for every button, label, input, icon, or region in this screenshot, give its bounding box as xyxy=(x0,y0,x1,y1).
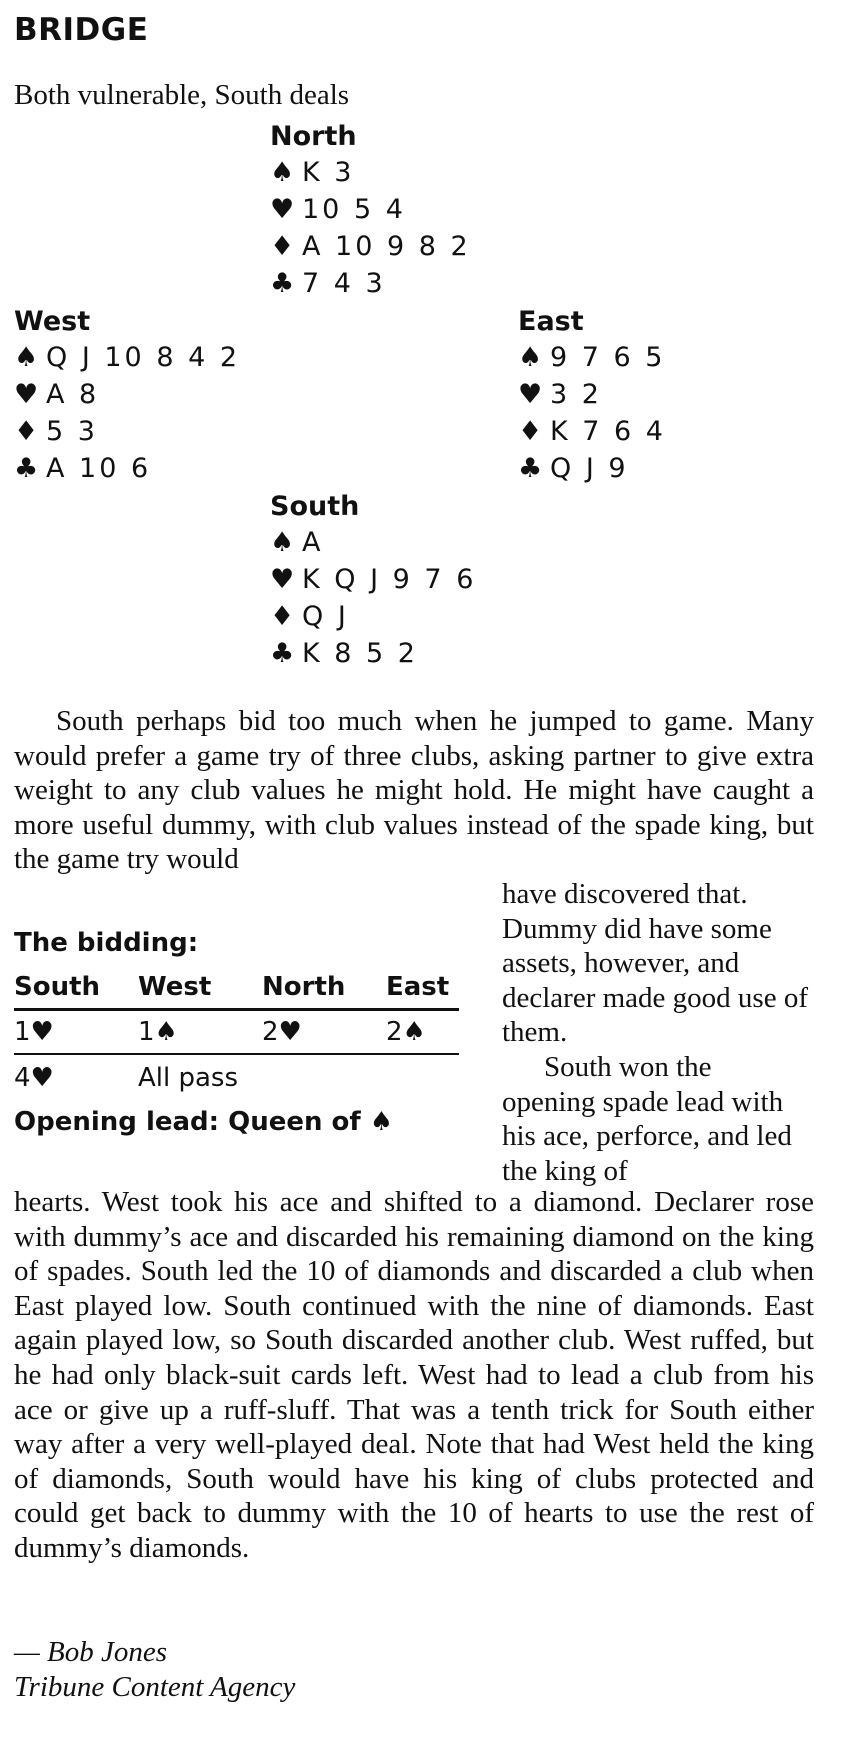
bidding-header-west: West xyxy=(138,972,212,1002)
heart-icon: ♥ xyxy=(270,194,295,225)
west-hand xyxy=(14,305,240,487)
club-icon: ♣ xyxy=(14,453,39,484)
bidding-header-east: East xyxy=(386,972,450,1002)
west-label: West xyxy=(14,306,91,337)
west-clubs: ♣ A 10 6 xyxy=(14,450,240,487)
bid-cell: 4♥ xyxy=(14,1063,54,1093)
east-hearts: ♥ 3 2 xyxy=(518,376,666,413)
article-paragraph-2-start: South won the opening spade lead with his ace, perforce, and led the king of xyxy=(502,1050,792,1187)
east-spades: ♠ 9 7 6 5 xyxy=(518,339,666,376)
east-label: East xyxy=(518,306,584,337)
deal-conditions: Both vulnerable, South deals xyxy=(14,79,350,111)
north-label: North xyxy=(270,121,357,152)
north-hand xyxy=(270,120,471,302)
bid-cell: 2♠ xyxy=(386,1017,426,1047)
bidding-header-row xyxy=(14,972,459,1008)
diamond-icon: ♦ xyxy=(518,416,543,447)
bid-cell: 1♥ xyxy=(14,1017,54,1047)
south-hand xyxy=(270,490,476,672)
west-spades: ♠ Q J 10 8 4 2 xyxy=(14,339,240,376)
north-clubs: ♣ 7 4 3 xyxy=(270,265,471,302)
bidding-title: The bidding: xyxy=(14,928,199,958)
east-hand xyxy=(518,305,666,487)
club-icon: ♣ xyxy=(518,453,543,484)
club-icon: ♣ xyxy=(270,268,295,299)
page-title: BRIDGE xyxy=(14,12,149,48)
south-diamonds: ♦ Q J xyxy=(270,598,476,635)
heart-icon: ♥ xyxy=(518,379,543,410)
spade-icon: ♠ xyxy=(518,342,543,373)
heart-icon: ♥ xyxy=(14,379,39,410)
east-clubs: ♣ Q J 9 xyxy=(518,450,666,487)
spade-icon: ♠ xyxy=(270,527,295,558)
club-icon: ♣ xyxy=(270,638,295,669)
article-paragraph-1-end: have discovered that. Dummy did have some assets, however, and declarer made good use of them. xyxy=(502,878,808,1049)
north-diamonds: ♦ A 10 9 8 2 xyxy=(270,228,471,265)
heart-icon: ♥ xyxy=(270,564,295,595)
bidding-box xyxy=(14,928,459,1137)
article-paragraph-1: South perhaps bid too much when he jumped to game. Many would prefer a game try of three clubs, asking partner to give extra weight to any club values he might hold. He might have caught a more useful dummy, with club values instead of the spade king, but the game try would xyxy=(14,705,814,876)
bid-cell: All pass xyxy=(138,1063,239,1093)
east-diamonds: ♦ K 7 6 4 xyxy=(518,413,666,450)
bidding-row-2 xyxy=(14,1055,459,1099)
diamond-icon: ♦ xyxy=(14,416,39,447)
north-spades: ♠ K 3 xyxy=(270,154,471,191)
bid-cell: 2♥ xyxy=(262,1017,302,1047)
bidding-row-1 xyxy=(14,1013,459,1053)
west-diamonds: ♦ 5 3 xyxy=(14,413,240,450)
byline-agency: Tribune Content Agency xyxy=(14,1671,296,1703)
bid-cell: 1♠ xyxy=(138,1017,178,1047)
north-hearts: ♥ 10 5 4 xyxy=(270,191,471,228)
spade-icon: ♠ xyxy=(270,157,295,188)
article-narrow-column xyxy=(502,877,812,1188)
opening-lead: Opening lead: Queen of ♠ xyxy=(14,1107,394,1137)
byline-author: — Bob Jones xyxy=(14,1636,168,1668)
bidding-header-north: North xyxy=(262,972,346,1002)
diamond-icon: ♦ xyxy=(270,601,295,632)
bidding-header-south: South xyxy=(14,972,101,1002)
bidding-header-rule xyxy=(14,1008,459,1011)
diamond-icon: ♦ xyxy=(270,231,295,262)
article-paragraph-2-end: hearts. West took his ace and shifted to a diamond. Declarer rose with dummy’s ace and discarded his remaining diamond on the king of spades. South led the 10 of diamonds and discarded a club when East played low. South continued with the nine of diamonds. East again played low, so South discarded another club. West ruffed, but he had only black-suit cards left. West had to lead a club from his ace or give up a ruff-sluff. That was a tenth trick for South either way after a very well-played deal. Note that had West held the king of diamonds, South would have his king of clubs protected and could get back to dummy with the 10 of hearts to use the rest of dummy’s diamonds. xyxy=(14,1186,814,1564)
south-label: South xyxy=(270,491,360,522)
south-hearts: ♥ K Q J 9 7 6 xyxy=(270,561,476,598)
south-spades: ♠ A xyxy=(270,524,476,561)
west-hearts: ♥ A 8 xyxy=(14,376,240,413)
spade-icon: ♠ xyxy=(14,342,39,373)
south-clubs: ♣ K 8 5 2 xyxy=(270,635,476,672)
